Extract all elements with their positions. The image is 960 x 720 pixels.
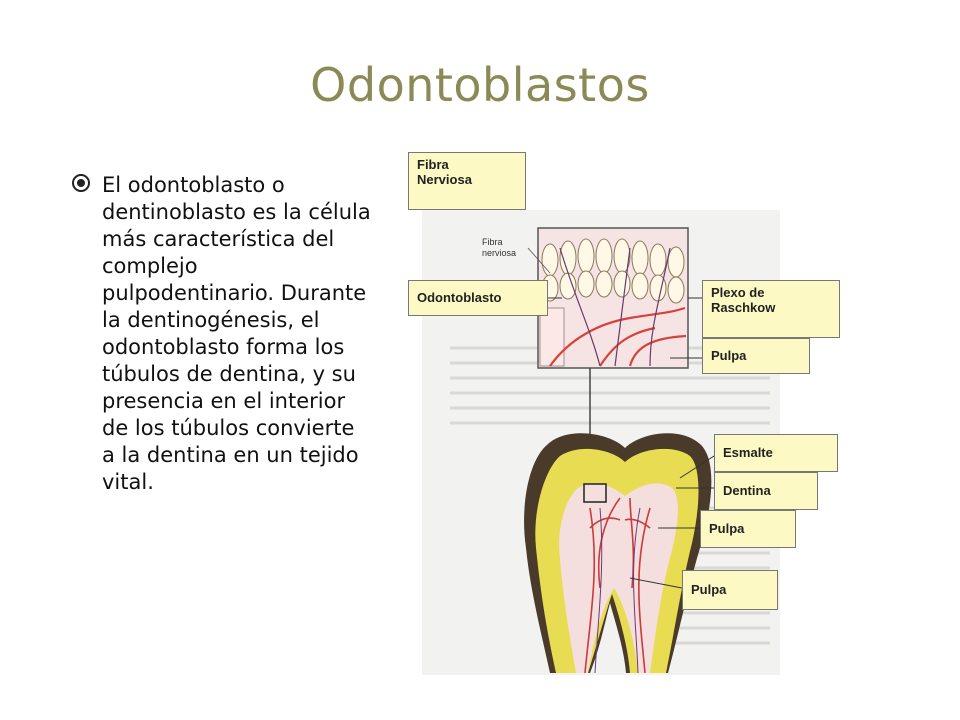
tooth-illustration (400, 148, 845, 678)
label-pulpa-bottom: Pulpa (682, 570, 778, 610)
label-pulpa-mid: Pulpa (700, 510, 796, 548)
label-plexo-raschkow: Plexo de Raschkow (702, 280, 840, 338)
label-fibra-nerviosa: Fibra Nerviosa (408, 152, 526, 210)
bullet-text: El odontoblasto o dentinoblasto es la célula más característica del complejo pulpodentinario. Durante la dentinogénesis, el odontoblasto forma los túbulos de dentina, y su presencia en el interior de los túbulos convierte a la dentina en un tejido vital. (102, 173, 371, 494)
bullet-circle-icon (72, 174, 90, 192)
label-odontoblasto: Odontoblasto (408, 280, 548, 316)
inset-fibra-label: Fibra nerviosa (482, 237, 517, 258)
label-pulpa-top: Pulpa (702, 338, 810, 374)
slide-title: Odontoblastos (310, 58, 650, 112)
label-dentina: Dentina (714, 472, 818, 510)
label-esmalte: Esmalte (714, 434, 838, 472)
tooth-diagram (400, 148, 845, 678)
